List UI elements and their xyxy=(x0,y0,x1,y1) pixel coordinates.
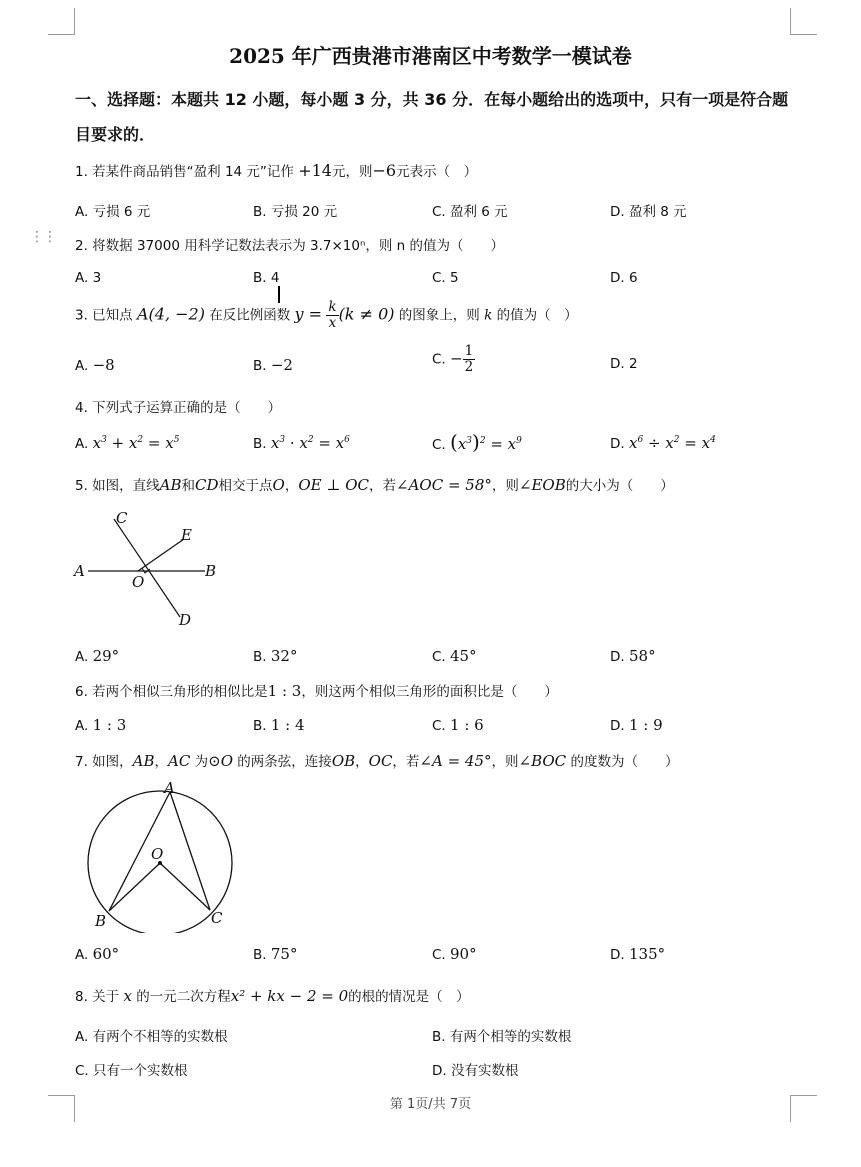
question-5-stem xyxy=(75,474,674,494)
label-o: O xyxy=(151,845,164,863)
option-value: 45° xyxy=(450,647,477,665)
q5-option-a xyxy=(75,647,119,665)
option-value: 29° xyxy=(92,647,120,665)
math-oc: OC xyxy=(368,752,393,770)
q1-option-b: B. 亏损 20 元 xyxy=(253,204,338,220)
option-letter: B. xyxy=(253,436,267,452)
stem-text: ，则这两个相似三角形的面积比是（ ） xyxy=(301,684,558,700)
math-ab: AB xyxy=(132,752,155,770)
fraction-numerator: 1 xyxy=(464,343,474,359)
q8-option-d: D. 没有实数根 xyxy=(432,1063,519,1079)
fraction-one-half xyxy=(463,344,476,375)
q5-figure xyxy=(70,505,230,630)
option-letter: C. xyxy=(432,947,446,963)
option-value: −8 xyxy=(92,356,115,374)
question-6-stem xyxy=(75,680,558,700)
q8-option-c: C. 只有一个实数根 xyxy=(75,1063,188,1079)
option-expression: $x^3 + x^2 = x^5$ xyxy=(92,434,180,452)
point-a: A(4, −2) xyxy=(136,304,205,324)
math-circle-o: ⊙O xyxy=(208,752,234,770)
q4-option-b xyxy=(253,434,350,452)
function-lhs: y = xyxy=(294,304,323,324)
label-e: E xyxy=(181,526,192,544)
math-ab: AB xyxy=(159,476,182,494)
stem-text: ，则 xyxy=(491,754,519,770)
option-value: 1 : 9 xyxy=(628,716,663,734)
label-c: C xyxy=(116,509,128,527)
label-a: A xyxy=(74,562,85,580)
question-3-stem xyxy=(75,300,578,331)
option-value: 1 : 4 xyxy=(270,716,305,734)
q3-option-a xyxy=(75,356,115,374)
stem-text: 的图象上，则 xyxy=(394,307,485,324)
q1-option-a: A. 亏损 6 元 xyxy=(75,204,151,220)
option-expression: $x^3 \cdot x^2 = x^6$ xyxy=(270,434,350,452)
option-letter: B. xyxy=(253,947,267,963)
option-letter: B. xyxy=(253,358,267,374)
page-title: 2025 年广西贵港市港南区中考数学一模试卷 xyxy=(229,44,632,68)
stem-text: 相交于点 xyxy=(218,478,273,494)
math-angle-eob: ∠EOB xyxy=(518,476,566,494)
section-heading: 一、选择题：本题共 12 小题，每小题 3 分，共 36 分．在每小题给出的选项中，只有一项是符合题目要求的． xyxy=(75,90,789,144)
option-value: 58° xyxy=(628,647,656,665)
q4-option-c xyxy=(432,430,522,454)
q8-option-b: B. 有两个相等的实数根 xyxy=(432,1029,572,1045)
stem-text: 的根的情况是（ ） xyxy=(348,989,470,1005)
page-footer: 第 1页/共 7页 xyxy=(389,1097,472,1112)
option-value: 135° xyxy=(628,945,666,963)
stem-text: 3. 已知点 xyxy=(75,307,137,324)
option-letter: A. xyxy=(75,649,89,665)
q4-option-d xyxy=(610,434,716,452)
question-8-stem xyxy=(75,985,470,1005)
fraction-denominator: 2 xyxy=(464,359,474,375)
q7-option-b xyxy=(253,945,297,963)
stem-text: 和 xyxy=(181,478,196,494)
question-7-stem xyxy=(75,750,678,770)
drag-handle-icon[interactable]: ⋮⋮ xyxy=(30,229,56,245)
q2-option-c: C. 5 xyxy=(432,270,459,286)
question-1-stem xyxy=(75,160,477,180)
option-letter: D. xyxy=(610,947,625,963)
option-value: 1 : 3 xyxy=(92,716,127,734)
q2-option-a: A. 3 xyxy=(75,270,102,286)
q7-figure xyxy=(80,778,250,933)
question-2-stem: 2. 将数据 37000 用科学记数法表示为 3.7×10ⁿ，则 n 的值为（ ） xyxy=(75,238,504,254)
q3-option-d: D. 2 xyxy=(610,356,638,372)
option-value: 60° xyxy=(92,945,120,963)
option-letter: C. xyxy=(432,437,446,453)
stem-text: 的两条弦，连接 xyxy=(233,754,332,770)
label-c: C xyxy=(211,909,223,927)
option-letter: D. xyxy=(610,649,625,665)
q5-option-d xyxy=(610,647,656,665)
q7-option-d xyxy=(610,945,665,963)
label-d: D xyxy=(179,611,192,629)
stem-text: ， xyxy=(154,754,169,770)
stem-text: 元表示（ ） xyxy=(396,164,478,180)
q3-option-c xyxy=(432,344,475,375)
option-letter: A. xyxy=(75,436,89,452)
stem-text: 8. 关于 xyxy=(75,989,124,1005)
q6-option-c xyxy=(432,716,484,734)
stem-text: ，若 xyxy=(369,478,397,494)
q7-option-a xyxy=(75,945,119,963)
q2-option-b: B. 4 xyxy=(253,270,280,286)
option-letter: B. xyxy=(253,718,267,734)
option-letter: D. xyxy=(610,718,625,734)
option-letter: C. xyxy=(432,718,446,734)
function-condition: (k ≠ 0) xyxy=(338,304,395,324)
stem-text: 的值为（ ） xyxy=(492,307,578,324)
math-equation: x² + kx − 2 = 0 xyxy=(230,987,349,1005)
option-value: − xyxy=(450,349,463,368)
fraction-denominator: x xyxy=(328,315,337,331)
stem-text: 7. 如图， xyxy=(75,754,133,770)
stem-text: ，则 xyxy=(491,478,519,494)
fraction-k-over-x xyxy=(326,300,338,331)
question-4-stem: 4. 下列式子运算正确的是（ ） xyxy=(75,400,282,416)
chord-ac xyxy=(170,792,210,910)
stem-text: 的大小为（ ） xyxy=(565,478,674,494)
option-expression: $(x^3)^2 = x^9$ xyxy=(450,430,522,454)
line-cd xyxy=(114,519,180,617)
label-o: O xyxy=(132,573,145,591)
variable-k: k xyxy=(484,307,493,324)
math-value: −6 xyxy=(372,161,397,180)
q6-option-a xyxy=(75,716,126,734)
option-letter: D. xyxy=(610,436,625,452)
math-o: O xyxy=(272,476,285,494)
q7-option-c xyxy=(432,945,477,963)
label-b: B xyxy=(205,562,217,580)
math-angle-boc: ∠BOC xyxy=(518,752,567,770)
q6-option-b xyxy=(253,716,305,734)
q3-option-b xyxy=(253,356,293,374)
option-value: 90° xyxy=(450,945,477,963)
stem-text: 的度数为（ ） xyxy=(566,754,679,770)
option-letter: C. xyxy=(432,351,446,368)
segment-ob xyxy=(109,863,160,911)
math-x: x xyxy=(123,987,132,1005)
label-b: B xyxy=(95,912,107,930)
label-a: A xyxy=(164,779,175,797)
q5-option-c xyxy=(432,647,477,665)
page-corner-mark-top-right xyxy=(790,8,817,35)
stem-text: ， xyxy=(355,754,369,770)
stem-text: 6. 若两个相似三角形的相似比是 xyxy=(75,684,268,700)
stem-text: 的一元二次方程 xyxy=(131,989,231,1005)
q6-option-d xyxy=(610,716,663,734)
math-ratio: 1 : 3 xyxy=(267,682,302,700)
option-letter: C. xyxy=(432,649,446,665)
q8-option-a: A. 有两个不相等的实数根 xyxy=(75,1029,228,1045)
stem-text: ， xyxy=(284,478,299,494)
math-angle-aoc: ∠AOC = 58° xyxy=(396,476,492,494)
stem-text: ，若 xyxy=(392,754,420,770)
option-letter: A. xyxy=(75,718,89,734)
math-value: +14 xyxy=(298,161,332,180)
option-letter: A. xyxy=(75,947,89,963)
math-ac: AC xyxy=(168,752,191,770)
option-value: −2 xyxy=(270,356,293,374)
q4-option-a xyxy=(75,434,179,452)
stem-text: 在反比例函数 xyxy=(204,307,295,324)
option-expression: $x^6 \div x^2 = x^4$ xyxy=(628,434,716,452)
ray-oe xyxy=(138,539,184,571)
stem-text: 元，则 xyxy=(331,164,373,180)
option-letter: B. xyxy=(253,649,267,665)
stem-text: 为 xyxy=(190,754,209,770)
option-value: 75° xyxy=(270,945,298,963)
stem-text: 5. 如图，直线 xyxy=(75,478,160,494)
option-value: 32° xyxy=(270,647,298,665)
stem-text: 1. 若某件商品销售“盈利 14 元”记作 xyxy=(75,164,299,180)
math-angle-a: ∠A = 45° xyxy=(419,752,492,770)
math-perpendicular: OE ⊥ OC xyxy=(298,476,370,494)
q2-option-d: D. 6 xyxy=(610,270,638,286)
page-corner-mark-top-left xyxy=(48,8,75,35)
option-letter: A. xyxy=(75,358,89,374)
fraction-numerator: k xyxy=(328,299,337,315)
q1-option-d: D. 盈利 8 元 xyxy=(610,204,687,220)
q5-option-b xyxy=(253,647,297,665)
math-ob: OB xyxy=(331,752,356,770)
math-cd: CD xyxy=(195,476,219,494)
option-value: 1 : 6 xyxy=(450,716,484,734)
q1-option-c: C. 盈利 6 元 xyxy=(432,204,508,220)
